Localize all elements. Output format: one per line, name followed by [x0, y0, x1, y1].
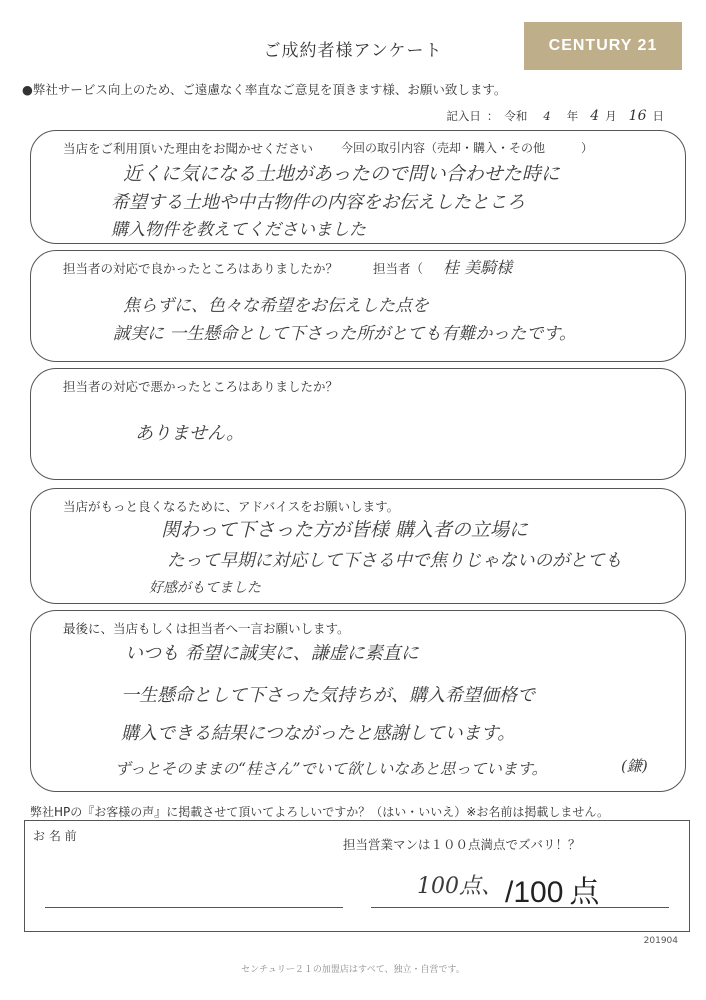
q1-answer-line-3: 購入物件を教えてくださいました [111, 220, 366, 240]
q4-question: 当店がもっと良くなるために、アドバイスをお願いします。 [63, 499, 400, 514]
q1-box [30, 130, 686, 244]
q1-answer-line-1: 近くに気になる土地があったので問い合わせた時に [123, 163, 560, 185]
q5-answer-line-3: 購入できる結果につながったと感謝しています。 [121, 723, 516, 744]
q5-signature: (鎌) [621, 757, 648, 775]
q1-question: 当店をご利用頂いた理由をお聞かせください [63, 141, 314, 156]
q3-question: 担当者の対応で悪かったところはありましたか？ [63, 379, 339, 394]
score-value: /100 [505, 876, 564, 909]
date-month: 4 [590, 108, 600, 124]
page-title: ご成約者様アンケート [263, 41, 443, 61]
notice-text: ●弊社サービス向上のため、ご遠慮なく率直なご意見を頂きます様、お願い致します。 [22, 82, 507, 97]
q2-staff-name: 桂 美騎様 [443, 258, 513, 277]
form-serial: 201904 [643, 936, 678, 946]
date-month-unit: 月 [605, 109, 617, 123]
date-year: 4 [543, 109, 551, 123]
q2-question: 担当者の対応で良かったところはありましたか？ [63, 261, 339, 276]
score-unit: 点 [569, 876, 600, 909]
q5-question: 最後に、当店もしくは担当者へ一言お願いします。 [63, 621, 350, 636]
footer-note: センチュリー２１の加盟店はすべて、独立・自営です。 [241, 965, 465, 975]
q2-answer-line-1: 焦らずに、色々な希望をお伝えした点を [123, 296, 429, 316]
date-year-unit: 年 [566, 109, 579, 123]
q2-box [30, 250, 686, 362]
handwritten-score: 100点、 [417, 874, 503, 899]
q4-box [30, 488, 686, 604]
date-row: 記入日 ： 令和 4 年 4 月 16 日 [446, 108, 664, 124]
q1-answer-line-2: 希望する土地や中古物件の内容をお伝えしたところ [111, 192, 525, 213]
q4-answer-line-3: 好感がもてました [149, 580, 261, 596]
date-era: 令和 [504, 109, 528, 123]
q5-answer-line-1: いつも 希望に誠実に、謙虚に素直に [125, 643, 419, 664]
name-label: お 名 前 [33, 829, 77, 843]
name-score-box [24, 820, 690, 932]
hp-permission-question: 弊社HPの『お客様の声』に掲載させて頂いてよろしいですか？（はい・いいえ）※お名前は掲載しません。 [30, 805, 610, 819]
name-underline [45, 907, 343, 908]
q2-staff-label: 担当者（ [373, 261, 424, 276]
q2-answer-line-2: 誠実に 一生懸命として下さった所がとても有難かったです。 [113, 324, 577, 344]
date-day-unit: 日 [652, 109, 664, 123]
score-underline [371, 907, 669, 908]
q5-box [30, 610, 686, 792]
date-day: 16 [628, 108, 647, 124]
century21-logo: CENTURY 21 [524, 22, 682, 70]
score-printed [505, 867, 599, 911]
score-question: 担当営業マンは１００点満点でズバリ！？ [343, 837, 581, 852]
q5-answer-line-4: ずっとそのままの“桂さん”でいて欲しいなあと思っています。 [115, 760, 548, 778]
q1-deal-type: 今回の取引内容（売却・購入・その他 ） [341, 141, 594, 155]
q4-answer-line-2: たって早期に対応して下さる中で焦りじゃないのがとても [167, 551, 622, 571]
q3-answer-line-1: ありません。 [135, 423, 245, 444]
q4-answer-line-1: 関わって下さった方が皆様 購入者の立場に [161, 519, 528, 541]
q3-box [30, 368, 686, 480]
date-label: 記入日 [446, 109, 481, 123]
q5-answer-line-2: 一生懸命として下さった気持ちが、購入希望価格で [121, 685, 535, 706]
